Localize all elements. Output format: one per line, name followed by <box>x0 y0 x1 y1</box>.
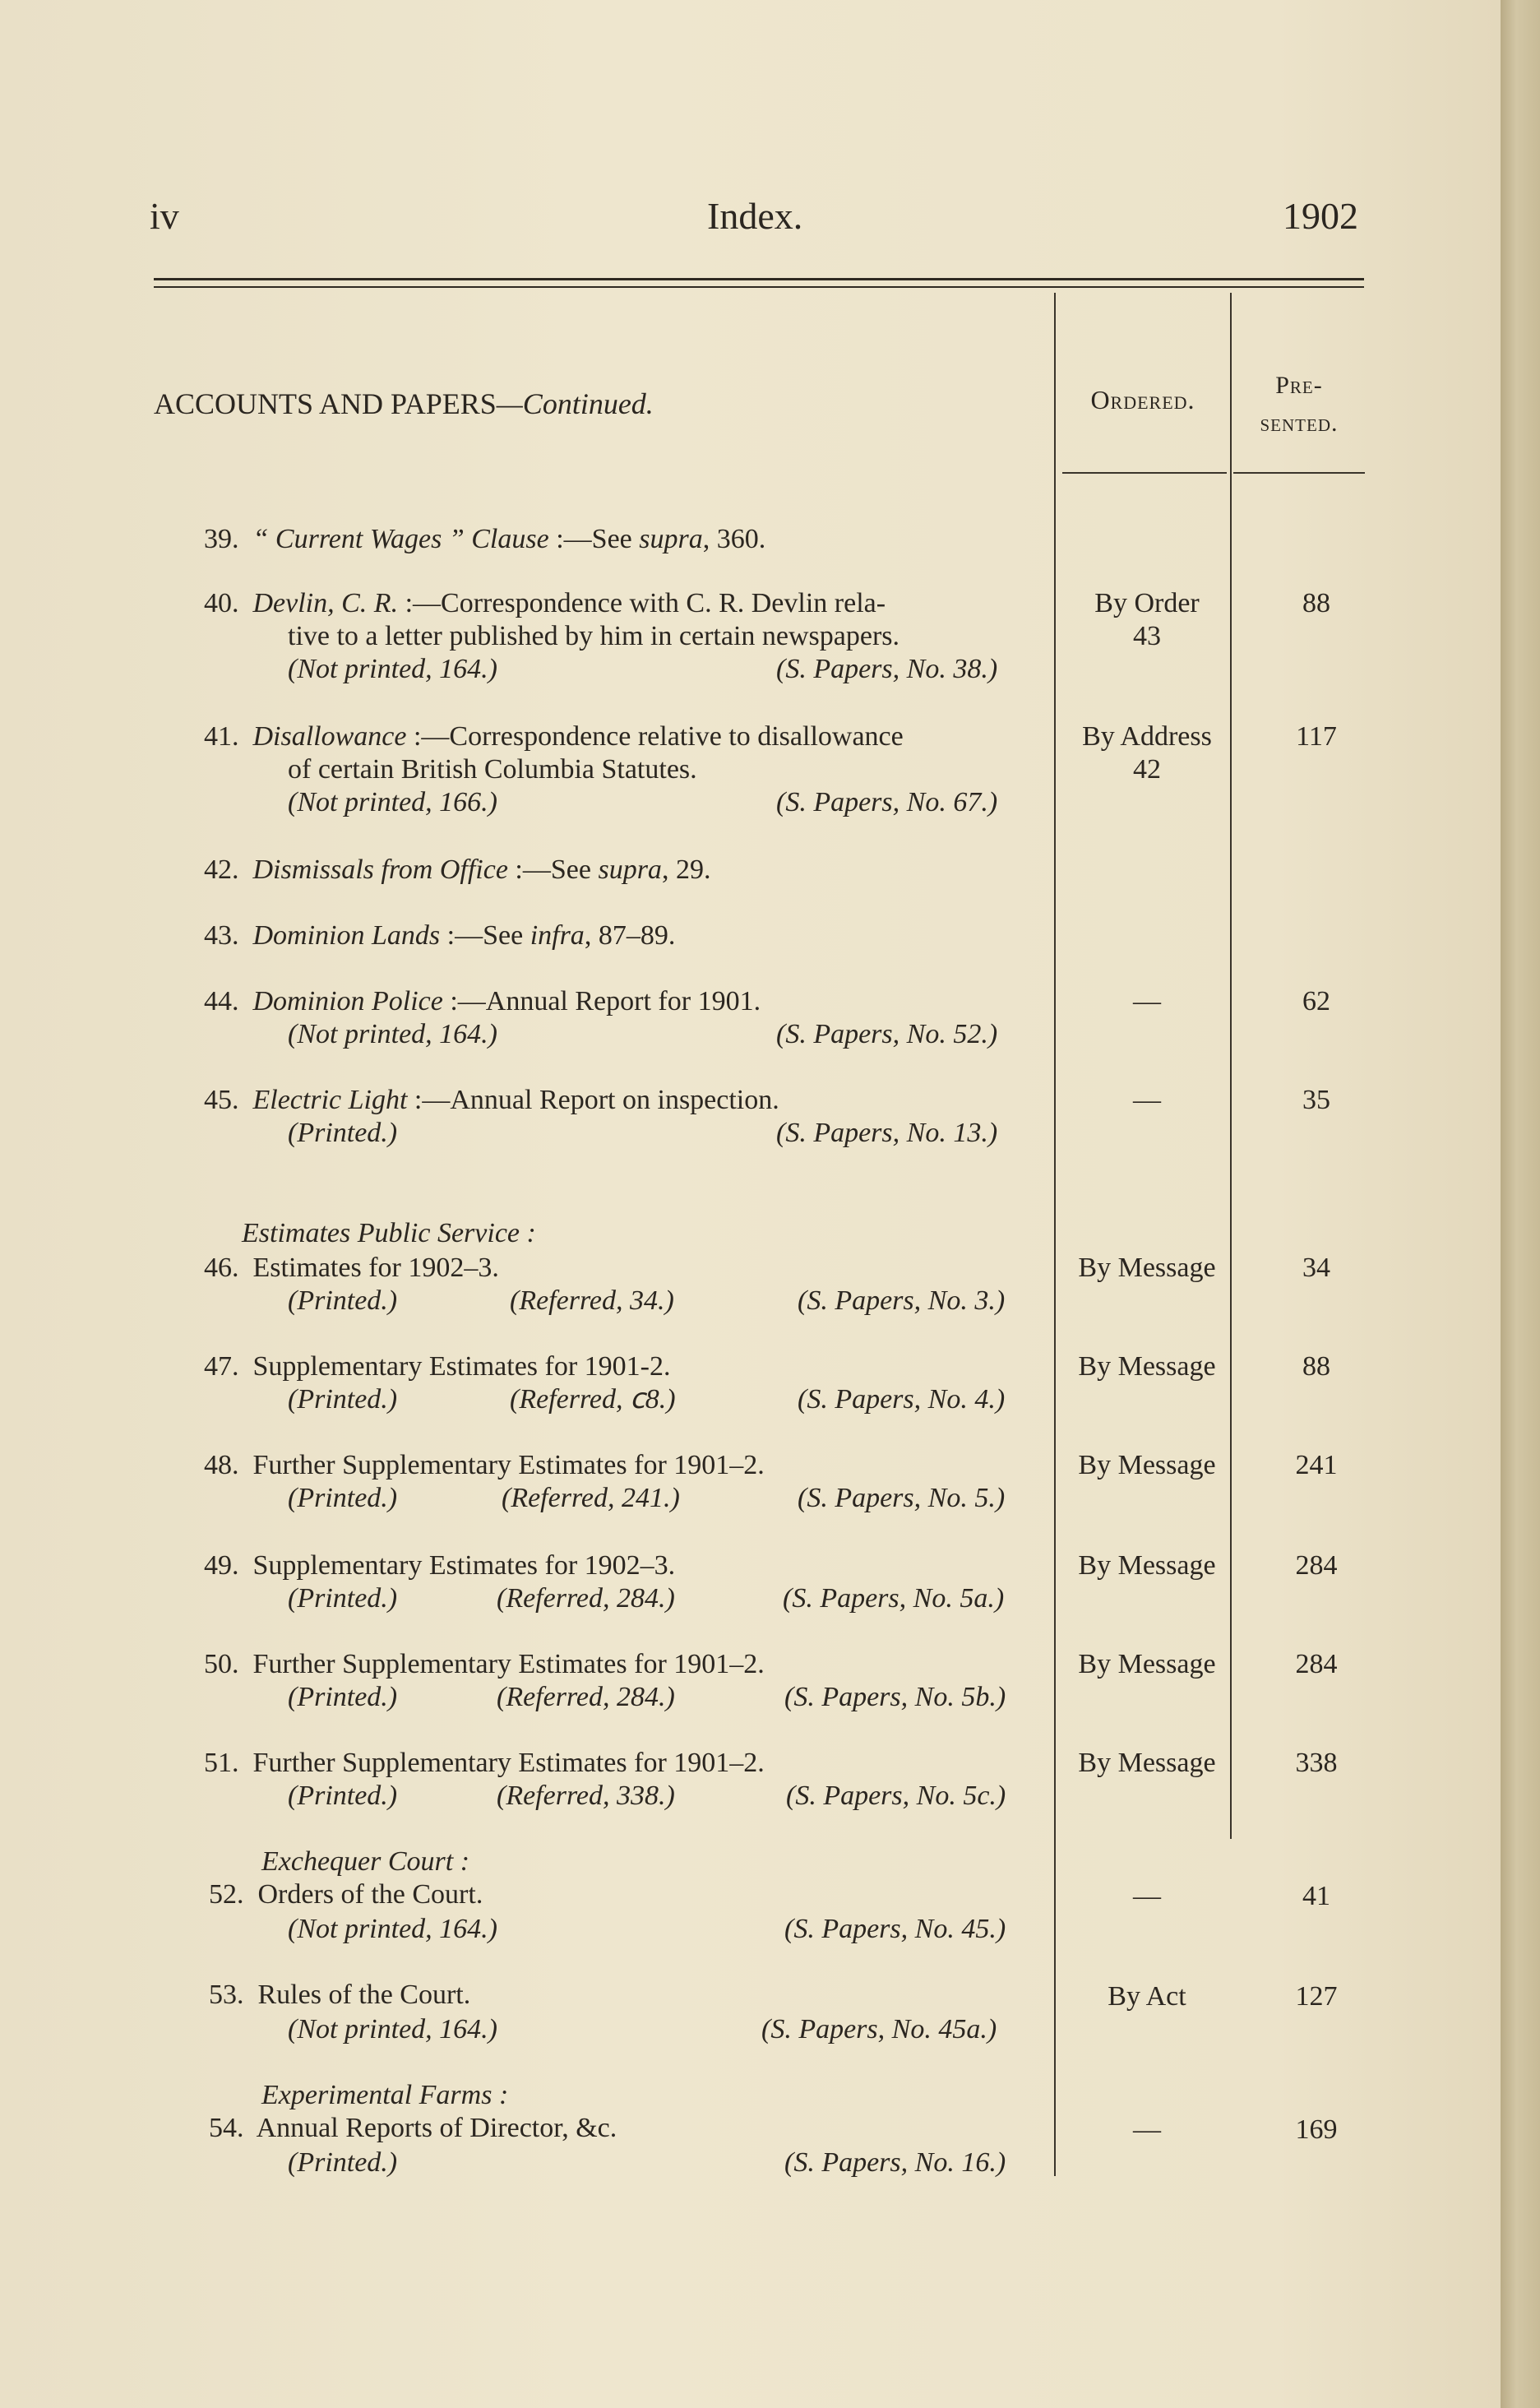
section-heading <box>154 387 654 421</box>
entry-text: Further Supplementary Estimates for 1901–2. <box>252 1748 765 1778</box>
entry-referred: (Referred, 241.) <box>502 1483 680 1513</box>
entry-note: (Printed.) <box>288 1583 398 1614</box>
entry-referred: (Referred, 338.) <box>497 1781 675 1811</box>
section-title: ACCOUNTS AND PAPERS <box>154 387 497 420</box>
entry-note: (Printed.) <box>288 1285 398 1316</box>
ordered-value: — <box>1133 2114 1161 2145</box>
entry-50 <box>204 1648 765 1681</box>
entry-text: Supplementary Estimates for 1902–3. <box>252 1550 676 1581</box>
entry-subject: Devlin, C. R. <box>252 588 399 618</box>
page-edge <box>1501 0 1540 2408</box>
entry-number: 54. <box>209 2113 244 2143</box>
entry-text: :—See <box>440 920 530 951</box>
ordered-value: — <box>1133 986 1161 1016</box>
entry-number: 53. <box>209 1980 244 2010</box>
entry-44 <box>204 985 761 1018</box>
entry-paper-ref: (S. Papers, No. 5a.) <box>783 1583 1005 1614</box>
entry-text: tive to a letter published by him in certain newspapers. <box>288 621 900 651</box>
entry-41 <box>204 720 904 753</box>
ordered-value: By Act <box>1108 1981 1186 2012</box>
presented-value: 41 <box>1302 1881 1330 1911</box>
entry-text: , 360. <box>702 524 766 554</box>
ordered-value: By Message <box>1078 1450 1216 1480</box>
entry-text: Orders of the Court. <box>257 1879 483 1910</box>
page-number: iv <box>150 195 179 237</box>
presented-value: 284 <box>1295 1550 1338 1581</box>
presented-value: 338 <box>1295 1748 1338 1778</box>
entry-note: (Printed.) <box>288 1384 398 1415</box>
entry-text: of certain British Columbia Statutes. <box>288 754 697 785</box>
entry-paper-ref: (S. Papers, No. 5.) <box>798 1483 1006 1513</box>
presented-value: 35 <box>1302 1085 1330 1115</box>
subheading: Estimates Public Service : <box>242 1218 536 1248</box>
entry-referred: (Referred, ⅽ8.) <box>510 1384 676 1415</box>
entry-subject: Dismissals from Office <box>252 854 508 885</box>
entry-paper-ref: (S. Papers, No. 5c.) <box>786 1781 1006 1811</box>
entry-number: 44. <box>204 986 239 1016</box>
entry-number: 43. <box>204 920 239 951</box>
entry-46 <box>204 1252 499 1285</box>
ordered-value: By Order <box>1094 588 1200 618</box>
ordered-value: By Message <box>1078 1351 1216 1382</box>
entry-paper-ref: (S. Papers, No. 16.) <box>784 2147 1006 2178</box>
subheading: Exchequer Court : <box>261 1846 470 1877</box>
entry-note: (Printed.) <box>288 1682 398 1712</box>
entry-paper-ref: (S. Papers, No. 4.) <box>798 1384 1006 1415</box>
entry-subject: Electric Light <box>252 1085 408 1115</box>
entry-number: 46. <box>204 1253 239 1283</box>
entry-subject: “ Current Wages ” Clause <box>252 524 549 554</box>
presented-value: 62 <box>1302 986 1330 1016</box>
entry-text: Estimates for 1902–3. <box>252 1253 499 1283</box>
entry-40 <box>204 587 886 620</box>
subheading: Experimental Farms : <box>261 2080 509 2110</box>
entry-paper-ref: (S. Papers, No. 5b.) <box>784 1682 1006 1712</box>
header-underline <box>1062 472 1227 474</box>
presented-value: 88 <box>1302 1351 1330 1382</box>
presented-value: 241 <box>1295 1450 1338 1480</box>
entry-text: Supplementary Estimates for 1901-2. <box>252 1351 671 1382</box>
entry-53 <box>209 1979 470 2012</box>
entry-note: (Not printed, 164.) <box>288 654 497 684</box>
entry-text: Annual Reports of Director, &c. <box>256 2113 617 2143</box>
entry-39 <box>204 523 765 556</box>
entry-number: 41. <box>204 721 239 752</box>
section-continued: —Continued. <box>496 387 654 420</box>
ordered-value: By Message <box>1078 1550 1216 1581</box>
page-title: Index. <box>707 195 803 237</box>
entry-referred: (Referred, 34.) <box>510 1285 674 1316</box>
entry-text: , 29. <box>661 854 711 885</box>
column-header-ordered: Ordered. <box>1090 385 1195 414</box>
entry-note: (Not printed, 164.) <box>288 1019 497 1049</box>
entry-number: 40. <box>204 588 239 618</box>
presented-value: 88 <box>1302 588 1330 618</box>
entry-referred: (Referred, 284.) <box>497 1682 675 1712</box>
entry-47 <box>204 1350 671 1383</box>
entry-note: (Printed.) <box>288 1483 398 1513</box>
ordered-value: By Message <box>1078 1748 1216 1778</box>
entry-text: :—See <box>548 524 640 554</box>
entry-51 <box>204 1747 765 1780</box>
entry-text: :—Annual Report for 1901. <box>442 986 761 1016</box>
column-header-presented-line1: Pre- <box>1275 372 1323 399</box>
entry-number: 49. <box>204 1550 239 1581</box>
entry-number: 39. <box>204 524 239 554</box>
entry-number: 47. <box>204 1351 239 1382</box>
entry-paper-ref: (S. Papers, No. 67.) <box>776 787 998 817</box>
entry-number: 51. <box>204 1748 239 1778</box>
header-rule <box>154 286 1364 288</box>
entry-number: 52. <box>209 1879 244 1910</box>
entry-text: Rules of the Court. <box>257 1980 471 2010</box>
entry-text: :—See <box>507 854 599 885</box>
entry-42 <box>204 854 710 887</box>
entry-text: :—Correspondence with C. R. Devlin rela- <box>398 588 886 618</box>
presented-value: 117 <box>1296 721 1337 752</box>
entry-text: Further Supplementary Estimates for 1901–2. <box>252 1649 765 1679</box>
entry-note: (Not printed, 166.) <box>288 787 497 817</box>
entry-text: , 87–89. <box>584 920 676 951</box>
entry-referred: (Referred, 284.) <box>497 1583 675 1614</box>
ordered-value: 42 <box>1133 754 1161 785</box>
page-year: 1902 <box>1283 195 1358 237</box>
column-divider <box>1230 293 1232 1839</box>
column-divider <box>1054 293 1056 2176</box>
presented-value: 127 <box>1295 1981 1338 2012</box>
entry-number: 50. <box>204 1649 239 1679</box>
column-header-presented <box>1233 367 1365 442</box>
presented-value: 169 <box>1295 2114 1338 2145</box>
entry-subject: Dominion Police <box>252 986 443 1016</box>
ordered-value: By Address <box>1082 721 1212 752</box>
entry-paper-ref: (S. Papers, No. 45a.) <box>761 2014 997 2044</box>
entry-note: (Not printed, 164.) <box>288 2014 497 2044</box>
presented-value: 284 <box>1295 1649 1338 1679</box>
entry-number: 48. <box>204 1450 239 1480</box>
entry-49 <box>204 1549 675 1582</box>
entry-subject: Dominion Lands <box>252 920 441 951</box>
entry-paper-ref: (S. Papers, No. 52.) <box>776 1019 998 1049</box>
entry-54 <box>209 2112 617 2145</box>
entry-paper-ref: (S. Papers, No. 13.) <box>776 1118 998 1148</box>
header-underline <box>1233 472 1365 474</box>
entry-paper-ref: (S. Papers, No. 45.) <box>784 1914 1006 1944</box>
entry-subject: Disallowance <box>252 721 407 752</box>
entry-paper-ref: (S. Papers, No. 3.) <box>798 1285 1006 1316</box>
entry-48 <box>204 1449 765 1482</box>
entry-text: supra <box>639 524 703 554</box>
ordered-value: — <box>1133 1881 1161 1911</box>
entry-text: :—Correspondence relative to disallowance <box>406 721 904 752</box>
presented-value: 34 <box>1302 1253 1330 1283</box>
entry-note: (Printed.) <box>288 2147 398 2178</box>
ordered-value: By Message <box>1078 1649 1216 1679</box>
ordered-value: By Message <box>1078 1253 1216 1283</box>
entry-number: 45. <box>204 1085 239 1115</box>
header-rule <box>154 278 1364 280</box>
entry-note: (Printed.) <box>288 1781 398 1811</box>
entry-52 <box>209 1878 483 1911</box>
entry-note: (Printed.) <box>288 1118 398 1148</box>
entry-paper-ref: (S. Papers, No. 38.) <box>776 654 998 684</box>
entry-text: supra <box>598 854 662 885</box>
entry-text: infra <box>530 920 585 951</box>
ordered-value: — <box>1133 1085 1161 1115</box>
entry-note: (Not printed, 164.) <box>288 1914 497 1944</box>
entry-text: Further Supplementary Estimates for 1901–2. <box>252 1450 765 1480</box>
entry-number: 42. <box>204 854 239 885</box>
entry-text: :—Annual Report on inspection. <box>407 1085 779 1115</box>
entry-45 <box>204 1084 779 1117</box>
column-header-presented-line2: sented. <box>1260 410 1339 437</box>
ordered-value: 43 <box>1133 621 1161 651</box>
entry-43 <box>204 919 675 952</box>
